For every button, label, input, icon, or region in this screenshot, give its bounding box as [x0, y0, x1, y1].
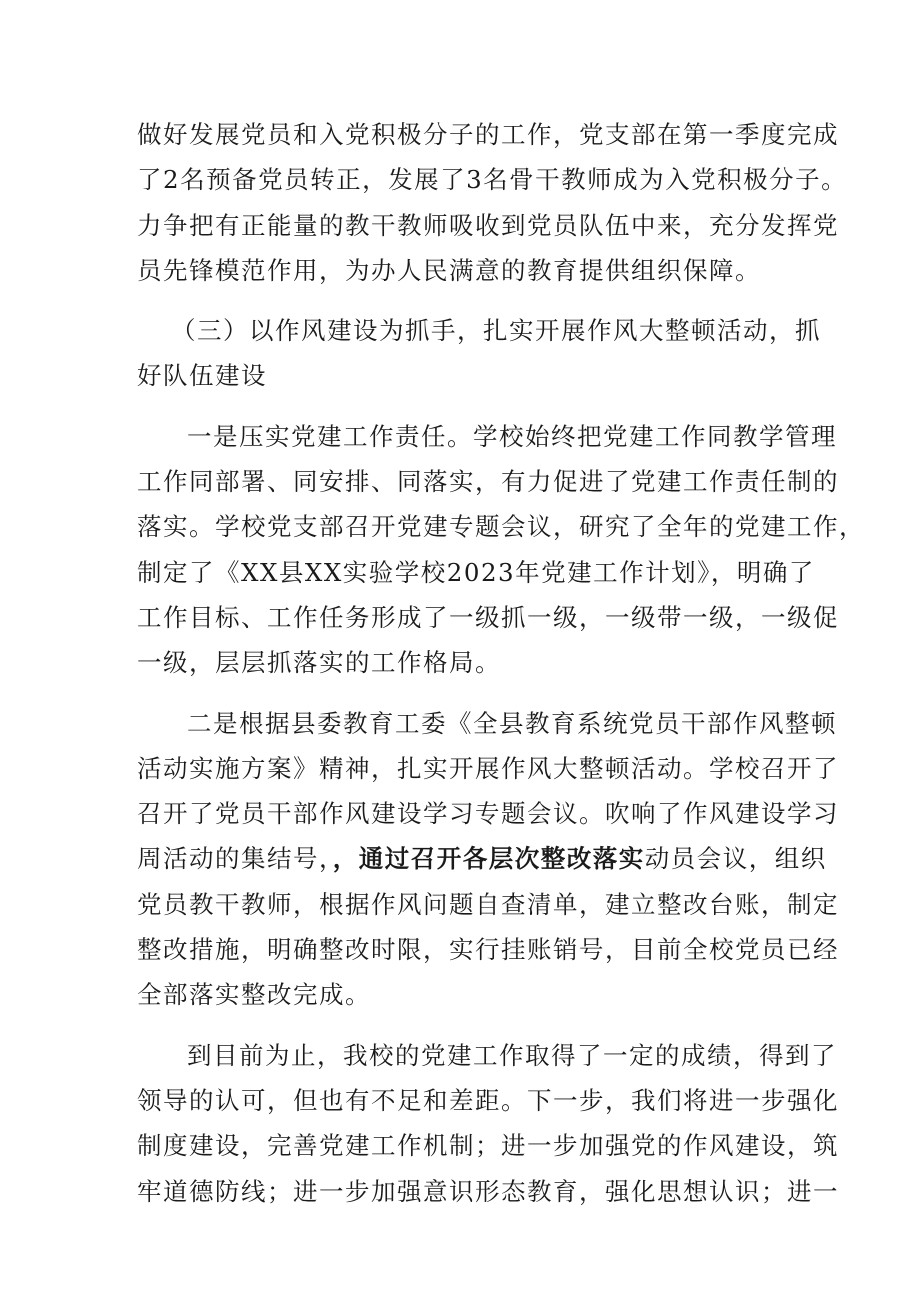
- text-line: 力争把有正能量的教干教师吸收到党员队伍中来，充分发挥党: [137, 210, 839, 240]
- text-line: 党员教干教师，根据作风问题自查清单，建立整改台账，制定: [137, 889, 839, 919]
- paragraph: [137, 112, 848, 293]
- text-line: 领导的认可，但也有不足和差距。下一步，我们将进一步强化: [137, 1085, 839, 1115]
- text-line: 工作同部署、同安排、同落实，有力促进了党建工作责任制的: [137, 467, 839, 497]
- paragraph: [137, 414, 865, 686]
- text-line: 制度建设，完善党建工作机制；进一步加强党的作风建设，筑: [137, 1131, 839, 1161]
- text-line: 做好发展党员和入党积极分子的工作，党支部在第一季度完成: [137, 120, 839, 149]
- section-heading: [137, 308, 821, 399]
- text-line: 二是根据县委教育工委《全县教育系统党员干部作风整顿: [187, 708, 837, 738]
- text-line: 了2名预备党员转正，发展了3名骨干教师成为入党积极分子。: [137, 165, 848, 195]
- text-line: 落实。学校党支部召开党建专题会议，研究了全年的党建工作，: [137, 512, 865, 542]
- text-line: 一级，层层抓落实的工作格局。: [137, 648, 501, 678]
- text-line: 牢道德防线；进一步加强意识形态教育，强化思想认识；进一: [137, 1176, 839, 1206]
- text-line: 员先锋模范作用，为办人民满意的教育提供组织保障。: [137, 255, 761, 285]
- text-line: 召开了党员干部作风建设学习专题会议。吹响了作风建设学习: [137, 799, 839, 829]
- text-line: 一是压实党建工作责任。学校始终把党建工作同教学管理: [187, 421, 837, 451]
- text-line: [137, 836, 827, 881]
- text-line: 好队伍建设: [137, 361, 267, 391]
- text-line: 整改措施，明确整改时限，实行挂账销号，目前全校党员已经: [137, 935, 839, 965]
- text-line: 活动实施方案》精神，扎实开展作风大整顿活动。学校召开了: [137, 753, 839, 783]
- paragraph: [137, 1033, 839, 1214]
- text-run: 动员会议，组织: [644, 844, 827, 874]
- text-line: 全部落实整改完成。: [137, 980, 371, 1010]
- bold-text-run: ，通过召开各层次整改落实: [332, 844, 645, 874]
- text-run: 周活动的集结号，: [137, 844, 333, 874]
- paragraph: [137, 701, 839, 1018]
- text-line: （三）以作风建设为抓手，扎实开展作风大整顿活动，抓: [171, 316, 821, 346]
- text-line: 工作目标、工作任务形成了一级抓一级，一级带一级，一级促: [137, 602, 839, 632]
- text-line: 制定了《XX县XX实验学校2023年党建工作计划》，明确了: [137, 557, 815, 587]
- text-line: 到目前为止，我校的党建工作取得了一定的成绩，得到了: [187, 1040, 837, 1070]
